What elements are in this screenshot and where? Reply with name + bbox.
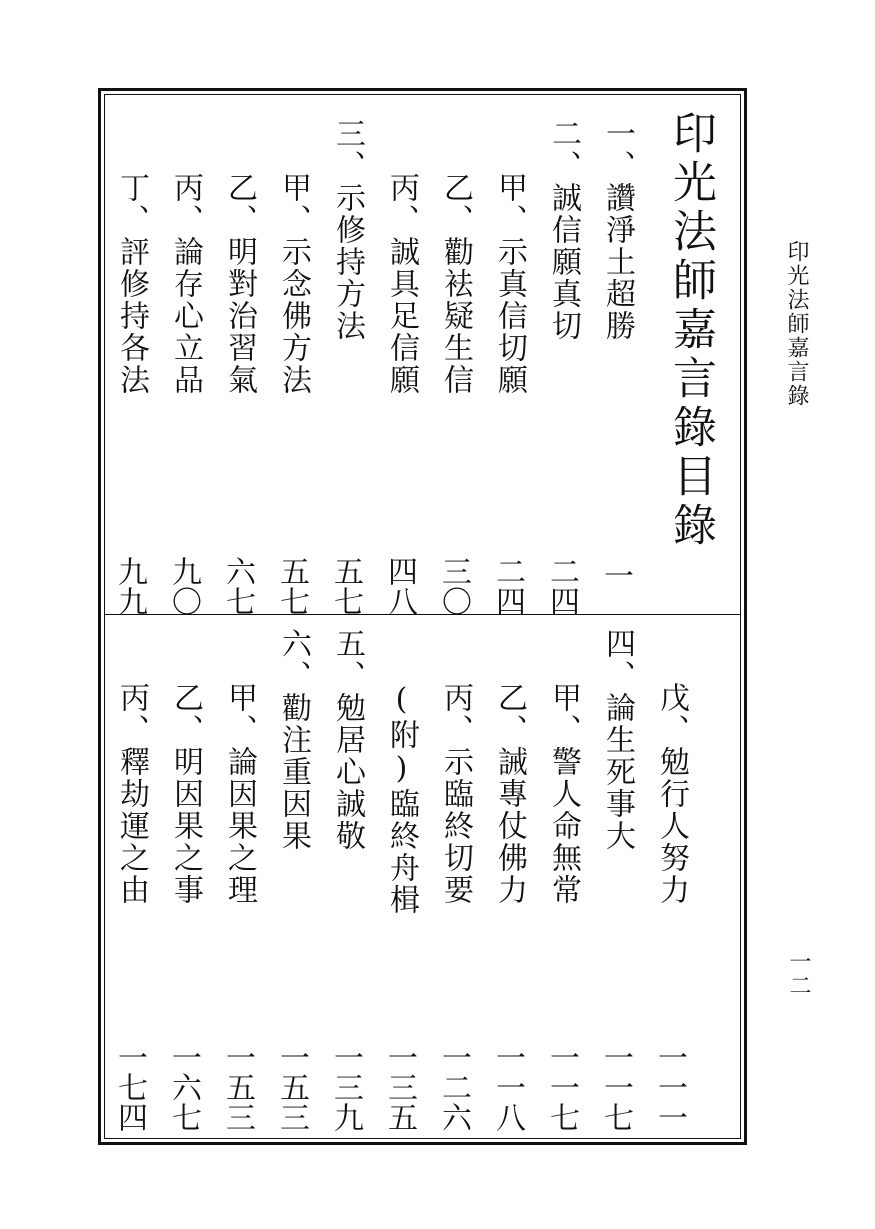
toc-page-number: 五七: [328, 556, 363, 616]
toc-entry[interactable]: 丙、釋劫運之由: [114, 682, 149, 906]
toc-entry[interactable]: 五、勉居心誠敬: [330, 628, 365, 852]
toc-page-number: 一三九: [328, 1042, 363, 1132]
toc-page-number: 三〇: [436, 556, 471, 616]
toc-page-number: 一七四: [112, 1042, 147, 1132]
toc-page-number: 一五三: [220, 1042, 255, 1132]
toc-entry[interactable]: 丙、論存心立品: [168, 172, 203, 396]
toc-page-number: 四八: [382, 556, 417, 616]
toc-page-number: 二四: [544, 556, 579, 616]
toc-entry[interactable]: 甲、論因果之理: [222, 682, 257, 906]
toc-page-number: 一: [598, 560, 633, 590]
toc-entry[interactable]: 乙、勸袪疑生信: [438, 172, 473, 396]
toc-entry[interactable]: 三、示修持方法: [330, 118, 365, 342]
toc-page-number: 一一七: [598, 1042, 633, 1132]
running-head: 印光法師嘉言錄: [784, 240, 809, 408]
toc-entry[interactable]: 甲、警人命無常: [546, 682, 581, 906]
toc-page-number: 九〇: [166, 556, 201, 616]
toc-entry[interactable]: 丁、評修持各法: [114, 172, 149, 396]
toc-entry[interactable]: 二、誠信願真切: [546, 118, 581, 342]
toc-page-number: 一六七: [166, 1042, 201, 1132]
toc-page-number: 一五三: [274, 1042, 309, 1132]
toc-entry[interactable]: 六、勸注重因果: [276, 628, 311, 852]
toc-entry[interactable]: 戊、勉行人努力: [654, 682, 689, 906]
toc-entry[interactable]: 丙、示臨終切要: [438, 682, 473, 906]
toc-page-number: 一三五: [382, 1042, 417, 1132]
toc-entry[interactable]: 甲、示念佛方法: [276, 172, 311, 396]
toc-page-number: 一一八: [490, 1042, 525, 1132]
toc-page-number: 五七: [274, 556, 309, 616]
toc-entry[interactable]: 乙、明對治習氣: [222, 172, 257, 396]
toc-page-number: 二四: [490, 556, 525, 616]
toc-entry[interactable]: 一、讚淨土超勝: [600, 118, 635, 342]
toc-entry[interactable]: 甲、示真信切願: [492, 172, 527, 396]
toc-entry[interactable]: 丙、誠具足信願: [384, 172, 419, 396]
toc-entry[interactable]: (附)臨終舟楫: [384, 682, 419, 916]
toc-entry[interactable]: 乙、明因果之事: [168, 682, 203, 906]
page-folio: 一二: [786, 950, 811, 998]
toc-page-number: 一一七: [544, 1042, 579, 1132]
toc-entry[interactable]: 乙、誡專仗佛力: [492, 682, 527, 906]
toc-title: 印光法師嘉言錄目錄: [665, 110, 716, 551]
toc-page-number: 一一一: [652, 1042, 687, 1132]
toc-page-number: 一二六: [436, 1042, 471, 1132]
toc-page-number: 九九: [112, 556, 147, 616]
toc-entry[interactable]: 四、論生死事大: [600, 628, 635, 852]
toc-page-number: 六七: [220, 556, 255, 616]
